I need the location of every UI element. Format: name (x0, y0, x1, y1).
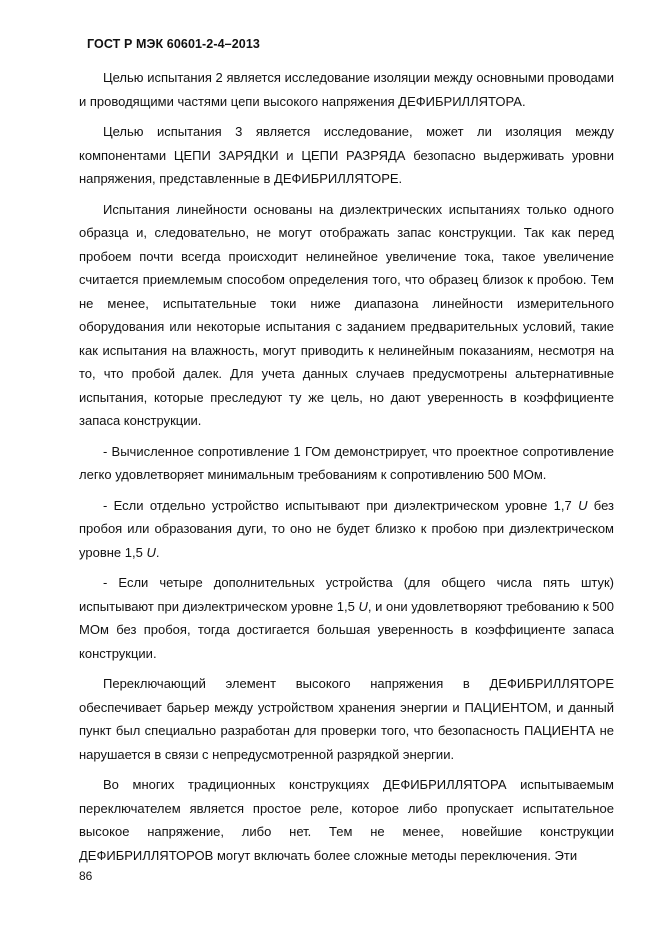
item3-text-1: - Если четыре дополнительных устройства (для общего числа пять штук) испытывают при диэлектрическом уровне 1,5 (79, 575, 614, 614)
item2-text-2: без пробоя или образования дуги, то оно не будет близко к пробою при диэлектрическом уровне 1,5 (79, 497, 614, 560)
paragraph-traditional-designs: Во многих традиционных конструкциях ДЕФИБРИЛЛЯТОРА испытываемым переключателем является простое реле, которое либо пропускает испытательное высокое напряжение, либо нет. Тем не менее, новейшие конструкции ДЕФИБРИЛЛЯТОРОВ могут включать более сложные методы переключения. Эти (79, 777, 614, 863)
page-body (79, 66, 614, 874)
paragraph-linearity-tests: Испытания линейности основаны на диэлектрических испытаниях только одного образца и, следовательно, не могут отображать запас конструкции. Так как перед пробоем почти всегда происходит нелинейное увеличение тока, такое увеличение считается приемлемым способом определения того, что образец близок к пробою. Тем не менее, испытательные токи ниже диапазона линейности измерительного оборудования или некоторые испытания с заданием предварительных условий, такие как испытания на влажность, могут приводить к нелинейным показаниям, несмотря на то, что пробой далек. Для учета данных случаев предусмотрены альтернативные испытания, которые преследуют ту же цель, но дают уверенность в коэффициенте запаса конструкции. (79, 201, 614, 428)
list-item-calculated-resistance: - Вычисленное сопротивление 1 ГОм демонстрирует, что проектное сопротивление легко удовлетворяет минимальным требованиям к сопротивлению 500 МОм. (79, 443, 614, 482)
paragraph-test-2-purpose: Целью испытания 2 является исследование изоляции между основными проводами и проводящими частями цепи высокого напряжения ДЕФИБРИЛЛЯТОРА. (79, 70, 614, 109)
list-item-four-devices-test (79, 571, 614, 665)
page-number: 86 (79, 869, 93, 883)
paragraph-switching-element: Переключающий элемент высокого напряжения в ДЕФИБРИЛЛЯТОРЕ обеспечивает барьер между устройством хранения энергии и ПАЦИЕНТОМ, и данный пункт был специально разработан для проверки того, что безопасность ПАЦИЕНТА не нарушается в связи с непредусмотренной разрядкой энергии. (79, 676, 614, 762)
voltage-symbol-u: U (578, 497, 588, 513)
list-item-single-device-test (79, 494, 614, 565)
paragraph-test-3-purpose: Целью испытания 3 является исследование, может ли изоляция между компонентами ЦЕПИ ЗАРЯДКИ и ЦЕПИ РАЗРЯДА безопасно выдерживать уровни напряжения, представленные в ДЕФИБРИЛЛЯТОРЕ. (79, 124, 614, 186)
item2-text-3: . (155, 544, 160, 560)
voltage-symbol-u: U (358, 598, 368, 614)
document-header: ГОСТ Р МЭК 60601-2-4–2013 (87, 37, 260, 51)
item2-text-1: - Если отдельно устройство испытывают при диэлектрическом уровне 1,7 (103, 497, 579, 513)
voltage-symbol-u: U (146, 544, 156, 560)
item3-text-2: , и они удовлетворяют требованию к 500 МОм без пробоя, тогда достигается большая уверенность в коэффициенте запаса конструкции. (79, 598, 614, 661)
